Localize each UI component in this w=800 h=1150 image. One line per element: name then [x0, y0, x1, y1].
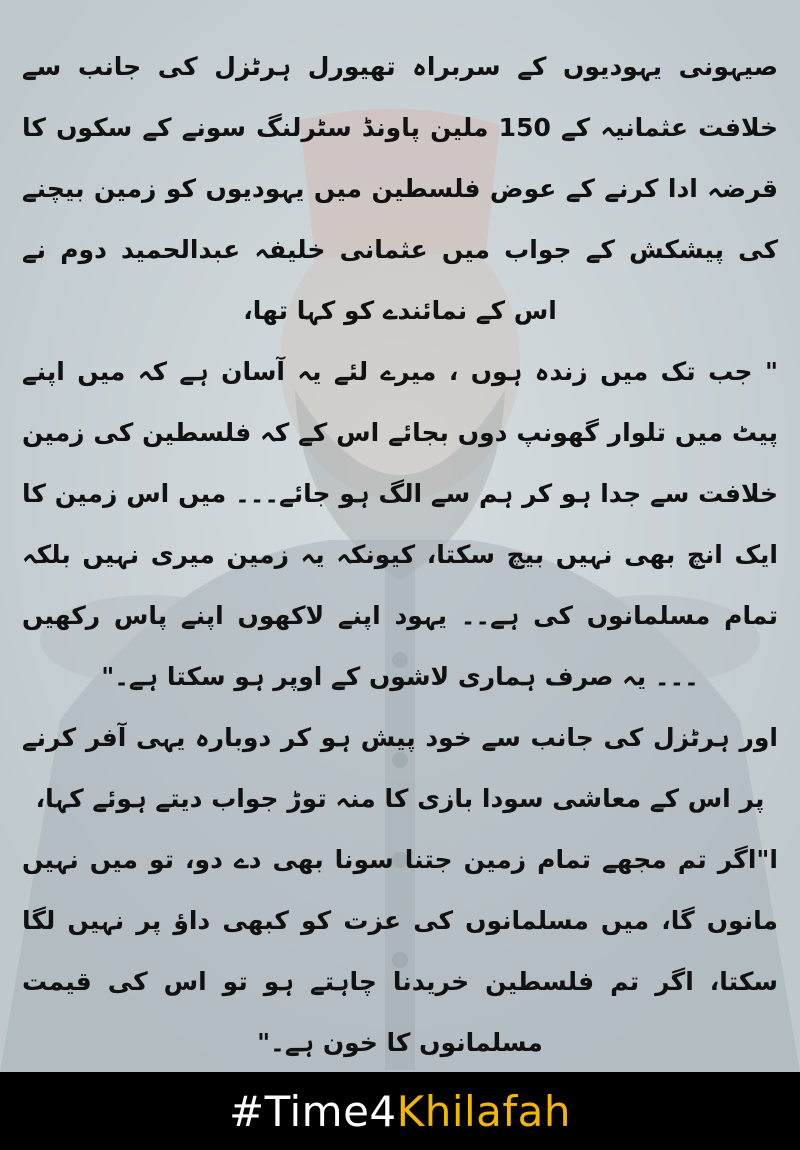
hashtag-part-time4: #Time4	[228, 1086, 397, 1136]
paragraph-quote-2: ا"اگر تم مجھے تمام زمین جتنا سونا بھی دے دو، تو میں نہیں مانوں گا، میں مسلمانوں کی عزت کو کبھی داؤ پر نہیں لگا سکتا، اگر تم فلسطین خریدنا چاہتے ہو تو اس کی قیمت مسلمانوں کا خون ہے۔"	[22, 845, 778, 1057]
paragraph-quote-1: " جب تک میں زندہ ہوں ، میرے لئے یہ آسان ہے کہ میں اپنے پیٹ میں تلوار گھونپ دوں بجائے اس کے کہ فلسطین کی زمین خلافت سے جدا ہو کر ہم سے الگ ہو جائے۔۔۔ میں اس زمین کا ایک انچ بھی نہیں بیچ سکتا، کیونکہ یہ زمین میری نہیں بلکہ تمام مسلمانوں کی ہے۔۔ یہود اپنے لاکھوں اپنے پاس رکھیں ۔۔۔ یہ صرف ہماری لاشوں کے اوپر ہو سکتا ہے۔"	[22, 357, 778, 691]
paragraph-intro: صیہونی یہودیوں کے سربراہ تھیورل ہرٹزل کی جانب سے خلافت عثمانیہ کے 150 ملین پاونڈ سٹرلنگ سونے کے سکوں کا قرضہ ادا کرنے کے عوض فلسطین میں یہودیوں کو زمین بیچنے کی پیشکش کے جواب میں عثمانی خلیفہ عبدالحمید دوم نے اس کے نمائندے کو کہا تھا،	[22, 52, 779, 325]
hashtag-footer	[0, 1072, 800, 1150]
hashtag	[229, 1087, 571, 1136]
urdu-text-block	[22, 36, 778, 1072]
hashtag-part-khilafah: Khilafah	[396, 1086, 572, 1136]
paragraph-herzl-offer: اور ہرٹزل کی جانب سے خود پیش ہو کر دوبارہ یہی آفر کرنے پر اس کے معاشی سودا بازی کا منہ توڑ جواب دیتے ہوئے کہا،	[22, 723, 778, 813]
